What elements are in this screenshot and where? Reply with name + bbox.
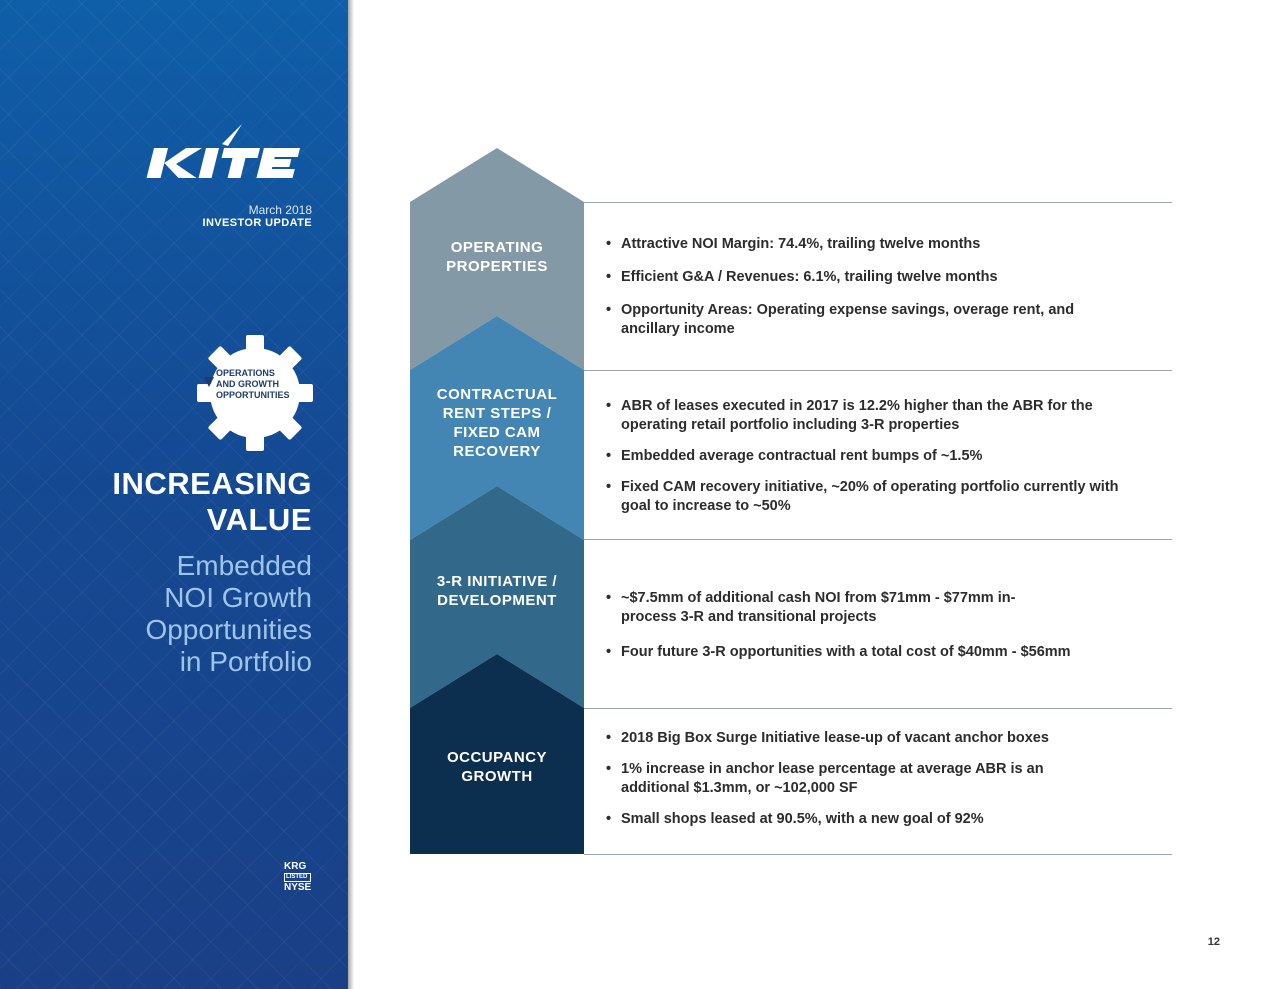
bullet-item: • 1% increase in anchor lease percentage at average ABR is an additional $1.3mm, or ~102,000 SF: [606, 760, 1061, 798]
tier-label-line: FIXED CAM: [453, 424, 541, 441]
divider-line: [584, 370, 1172, 371]
sidebar-panel: [0, 0, 348, 989]
divider-line: [584, 202, 1172, 203]
bullet-item: • Efficient G&A / Revenues: 6.1%, trailing twelve months: [606, 268, 1166, 287]
page-number: 12: [1207, 936, 1220, 948]
divider-line: [584, 539, 1172, 540]
headline-line: VALUE: [206, 502, 312, 537]
gear-badge-line: OPPORTUNITIES: [216, 390, 290, 400]
tier-label-line: CONTRACTUAL: [436, 386, 558, 403]
tier-label-line: OPERATING: [450, 239, 544, 256]
subheadline-line: Embedded: [176, 550, 312, 581]
arrow-down-icon: [204, 377, 214, 387]
kite-logo: [146, 124, 320, 180]
bullet-item: • ~$7.5mm of additional cash NOI from $71mm - $77mm in-process 3-R and transitional projects: [606, 589, 1071, 627]
subheadline-line: NOI Growth: [164, 582, 312, 613]
bullet-item: • Embedded average contractual rent bumps of ~1.5%: [606, 447, 1166, 466]
report-date: March 2018: [248, 203, 312, 217]
bullet-item: • Small shops leased at 90.5%, with a new goal of 92%: [606, 810, 1166, 829]
gear-badge-line: OPERATIONS: [216, 368, 275, 378]
bullet-list-operating: [606, 235, 1166, 339]
subheadline-line: in Portfolio: [179, 646, 312, 677]
bullet-item: • Attractive NOI Margin: 74.4%, trailing twelve months: [606, 235, 1166, 254]
nyse-listed-logo: [284, 862, 311, 893]
bullet-item: • ABR of leases executed in 2017 is 12.2% higher than the ABR for the operating retail portfolio including 3-R properties: [606, 397, 1161, 435]
tier-label-operating: [410, 238, 584, 276]
tier-label-line: DEVELOPMENT: [437, 592, 557, 609]
tier-label-occupancy: [410, 748, 584, 786]
headline: [112, 466, 312, 538]
report-subtitle: INVESTOR UPDATE: [202, 217, 312, 229]
tier-label-line: PROPERTIES: [446, 258, 548, 275]
headline-line: INCREASING: [112, 466, 312, 501]
bullet-item: • 2018 Big Box Surge Initiative lease-up of vacant anchor boxes: [606, 729, 1166, 748]
subheadline-line: Opportunities: [145, 614, 312, 645]
bullet-list-3r: [606, 589, 1166, 662]
exchange-text: NYSE: [284, 882, 312, 893]
bullet-item: • Opportunity Areas: Operating expense savings, overage rent, and ancillary income: [606, 301, 1101, 339]
tier-label-line: RENT STEPS /: [442, 405, 552, 422]
ticker-text: KRG: [284, 861, 307, 872]
tier-label-3r: [410, 572, 584, 610]
bullet-list-occupancy: [606, 729, 1166, 829]
divider-line: [584, 854, 1172, 855]
bullet-list-contractual: [606, 397, 1166, 516]
divider-line: [584, 708, 1172, 709]
subheadline: [145, 550, 312, 678]
tier-label-line: 3-R INITIATIVE /: [436, 573, 558, 590]
tier-label-contractual: [410, 385, 584, 461]
tier-label-line: GROWTH: [461, 768, 533, 785]
gear-badge-line: AND GROWTH: [216, 379, 279, 389]
gear-badge-text: [216, 368, 290, 401]
bullet-item: • Four future 3-R opportunities with a total cost of $40mm - $56mm: [606, 643, 1166, 662]
bullet-item: • Fixed CAM recovery initiative, ~20% of operating portfolio currently with goal to increase to ~50%: [606, 478, 1151, 516]
tier-label-line: OCCUPANCY: [446, 749, 548, 766]
tier-label-line: RECOVERY: [453, 443, 541, 460]
listed-text: LISTED: [284, 873, 311, 882]
